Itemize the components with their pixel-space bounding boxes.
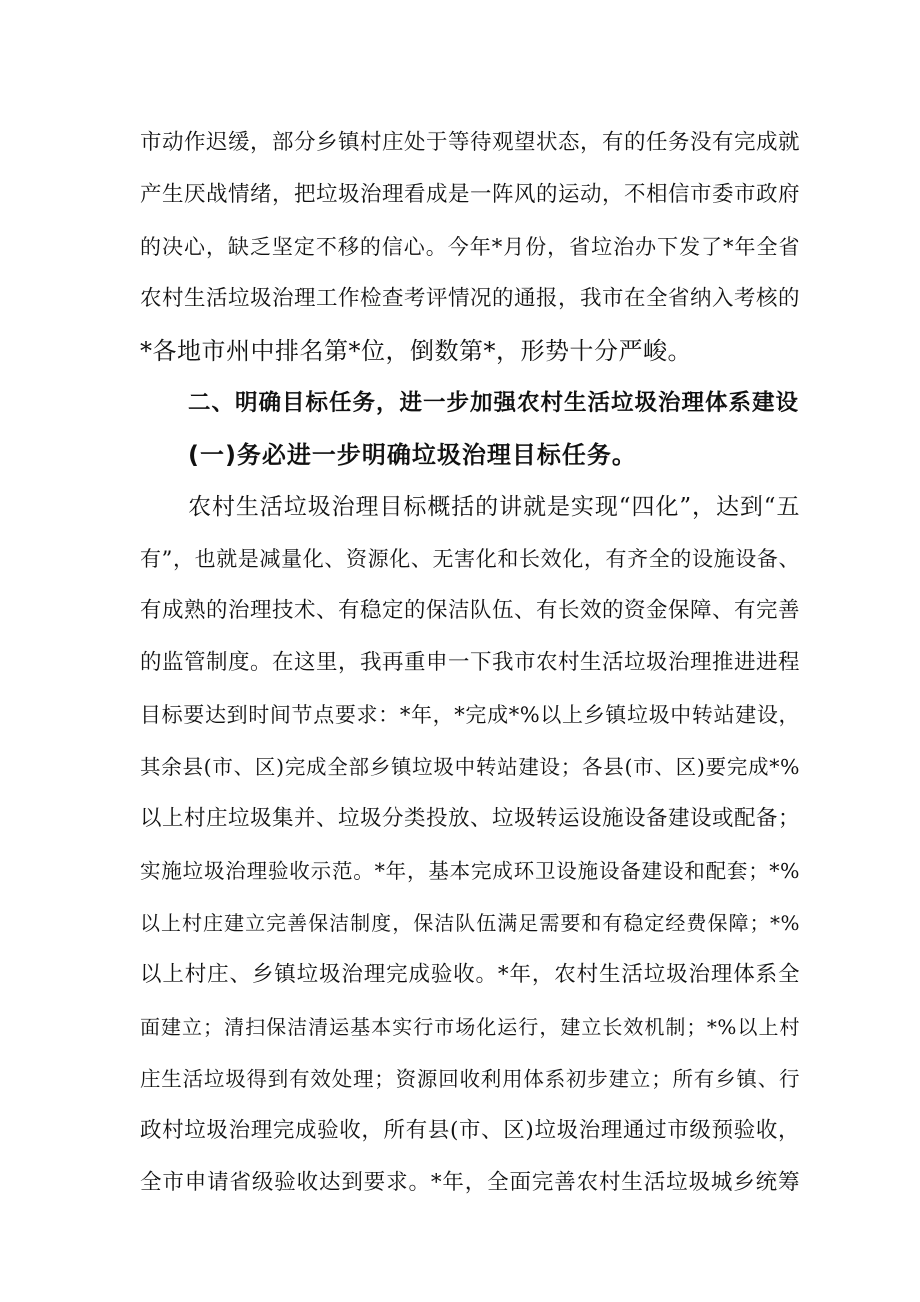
paragraph-line: 庄生活垃圾得到有效处理；资源回收利用体系初步建立；所有乡镇、行 [140,1067,800,1091]
paragraph-line: *各地市州中排名第*位，倒数第*，形势十分严峻。 [140,337,692,365]
paragraph-line: 以上村庄、乡镇垃圾治理完成验收。*年，农村生活垃圾治理体系全 [140,962,800,987]
paragraph-line: 有成熟的治理技术、有稳定的保洁队伍、有长效的资金保障、有完善 [140,598,801,623]
paragraph-line: 目标要达到时间节点要求：*年，*完成*%以上乡镇垃圾中转站建设， [140,703,800,727]
paragraph-line: 实施垃圾治理验收示范。*年，基本完成环卫设施设备建设和配套；*% [140,859,800,883]
sub-heading: (一)务必进一步明确垃圾治理目标任务。 [188,441,637,469]
paragraph-line: 其余县(市、区)完成全部乡镇垃圾中转站建设；各县(市、区)要完成*% [140,755,800,779]
paragraph-line: 有”，也就是减量化、资源化、无害化和长效化，有齐全的设施设备、 [140,547,800,571]
paragraph-line: 产生厌战情绪，把垃圾治理看成是一阵风的运动，不相信市委市政府 [140,182,801,207]
paragraph-line: 以上村庄建立完善保洁制度，保洁队伍满足需要和有稳定经费保障；*% [140,911,800,935]
paragraph-line: 以上村庄垃圾集并、垃圾分类投放、垃圾转运设施设备建设或配备； [140,806,801,831]
paragraph-line: 政村垃圾治理完成验收，所有县(市、区)垃圾治理通过市级预验收， [140,1118,800,1143]
paragraph-line: 全市申请省级验收达到要求。*年，全面完善农村生活垃圾城乡统筹 [140,1170,800,1195]
paragraph-line: 农村生活垃圾治理目标概括的讲就是实现“四化”，达到“五 [188,494,800,520]
paragraph-line: 农村生活垃圾治理工作检查考评情况的通报，我市在全省纳入考核的 [140,286,801,311]
section-heading: 二、明确目标任务，进一步加强农村生活垃圾治理体系建设 [188,390,800,416]
paragraph-line: 面建立；清扫保洁清运基本实行市场化运行，建立长效机制；*%以上村 [140,1015,800,1039]
paragraph-line: 市动作迟缓，部分乡镇村庄处于等待观望状态，有的任务没有完成就 [140,130,801,155]
paragraph-line: 的决心，缺乏坚定不移的信心。今年*月份，省垃治办下发了*年全省 [140,235,800,259]
paragraph-line: 的监管制度。在这里，我再重申一下我市农村生活垃圾治理推进进程 [140,650,801,675]
